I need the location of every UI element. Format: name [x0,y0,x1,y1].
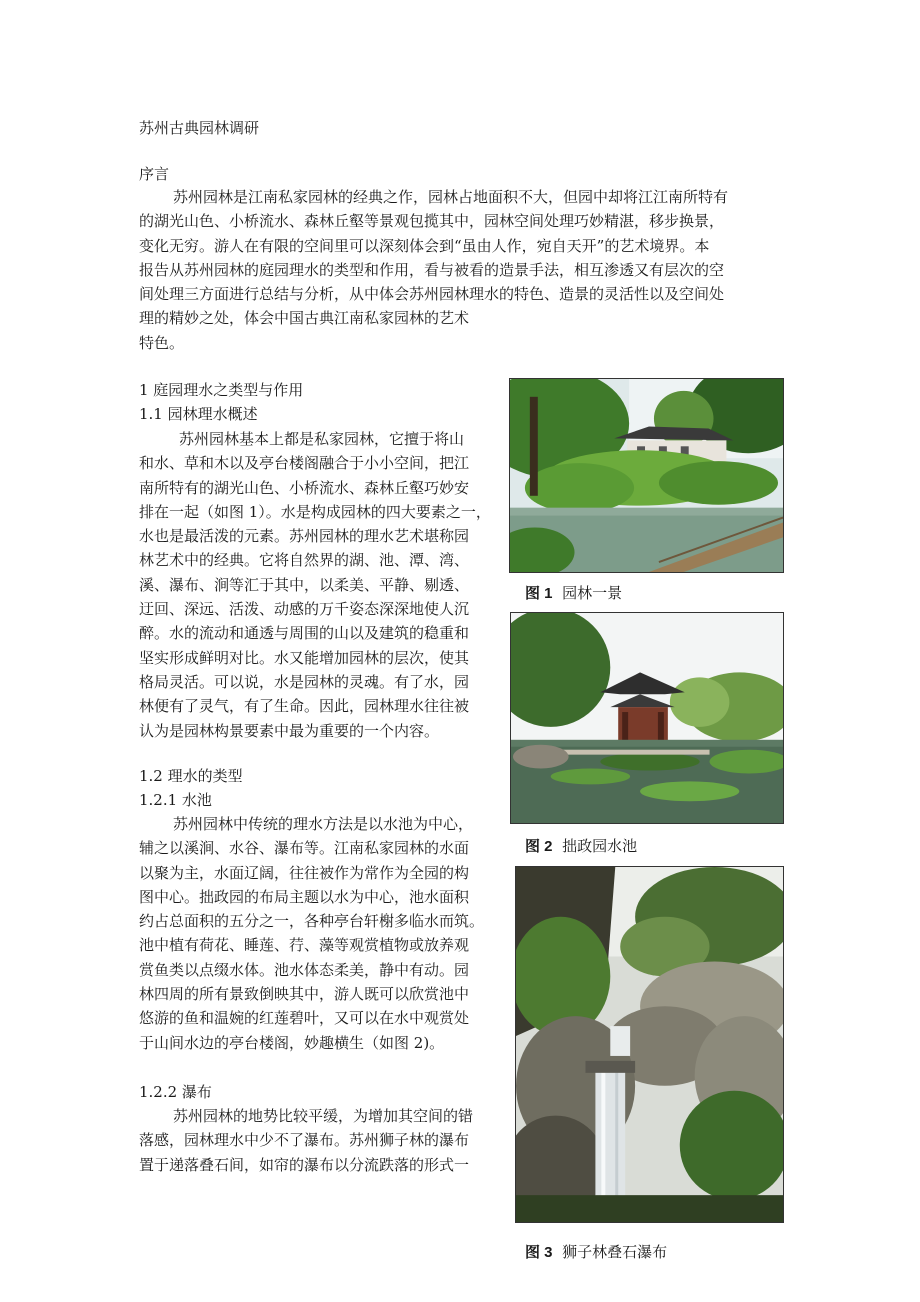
figure-3-caption [525,1242,667,1263]
text-line: 落感，园林理水中少不了瀑布。苏州狮子林的瀑布 [139,1131,470,1150]
pool-paragraph [139,812,509,1055]
text-line: 变化无穷。游人在有限的空间里可以深刻体会到“虽由人作，宛自天开”的艺术境界。本 [139,236,710,255]
text-line: 报告从苏州园林的庭园理水的类型和作用，看与被看的造景手法，相互渗透又有层次的空 [139,260,725,279]
figure-1-caption [525,583,622,604]
text-line: 坚实形成鲜明对比。水又能增加园林的层次，使其 [139,648,470,667]
text-line: 格局灵活。可以说，水是园林的灵魂。有了水，园 [139,672,470,691]
figure-number: 图 3 [525,1244,553,1261]
text-line: 醉。水的流动和通透与周围的山以及建筑的稳重和 [139,624,470,643]
text-line: 和水、草和木以及亭台楼阁融合于小小空间，把江 [139,454,470,473]
text-line: 理的精妙之处，体会中国古典江南私家园林的艺术 [139,309,470,328]
text-line: 辅之以溪涧、水谷、瀑布等。江南私家园林的水面 [139,839,470,858]
text-line: 苏州园林基本上都是私家园林，它擅于将山 [179,430,465,448]
subsection-heading: 1.2 理水的类型 [139,767,243,785]
section-heading: 1 庭园理水之类型与作用 [139,381,304,399]
preface-paragraph [139,185,789,355]
text-line: 悠游的鱼和温婉的红莲碧叶，又可以在水中观赏处 [139,1009,470,1028]
figure-3-photo [515,866,784,1223]
text-line: 特色。 [139,333,185,352]
text-line: 池中植有荷花、睡莲、荇、藻等观赏植物或放养观 [139,936,470,955]
page-title: 苏州古典园林调研 [139,119,260,137]
text-line: 图中心。拙政园的布局主题以水为中心，池水面积 [139,887,470,906]
text-line: 认为是园林构景要素中最为重要的一个内容。 [139,721,440,740]
text-line: 迂回、深远、活泼、动感的万千姿态深深地使人沉 [139,600,470,619]
text-line: 的湖光山色、小桥流水、森林丘壑等景观包揽其中，园林空间处理巧妙精湛，移步换景， [139,212,725,231]
figure-number: 图 1 [525,585,553,602]
text-line: 间处理三方面进行总结与分析，从中体会苏州园林理水的特色、造景的灵活性以及空间处 [139,285,725,304]
text-line: 苏州园林的地势比较平缓，为增加其空间的错 [173,1107,474,1125]
text-line: 以聚为主，水面辽阔，往往被作为常作为全园的构 [139,863,470,882]
text-line: 林四周的所有景致倒映其中，游人既可以欣赏池中 [139,985,470,1004]
text-line: 南所特有的湖光山色、小桥流水、森林丘壑巧妙安 [139,478,470,497]
text-line: 水也是最活泼的元素。苏州园林的理水艺术堪称园 [139,527,470,546]
figure-caption-text: 拙政园水池 [562,837,638,855]
text-line: 置于递落叠石间，如帘的瀑布以分流跌落的形式一 [139,1155,470,1174]
text-line: 苏州园林中传统的理水方法是以水池为中心， [173,815,474,833]
text-line: 林便有了灵气，有了生命。因此，园林理水往往被 [139,697,470,716]
text-line: 溪、瀑布、涧等汇于其中，以柔美、平静、剔透、 [139,575,470,594]
waterfall-paragraph [139,1104,509,1177]
text-line: 苏州园林是江南私家园林的经典之作，园林占地面积不大，但园中却将江江南所特有 [173,188,729,206]
text-line: 于山间水边的亭台楼阁，妙趣横生（如图 2)。 [139,1033,445,1052]
text-line: 赏鱼类以点缀水体。池水体态柔美，静中有动。园 [139,960,470,979]
subsubsection-heading: 1.2.1 水池 [139,791,212,809]
subsubsection-heading: 1.2.2 瀑布 [139,1083,212,1101]
text-line: 排在一起（如图 1）。水是构成园林的四大要素之一， [139,502,491,521]
figure-2-caption [525,836,637,857]
figure-caption-text: 狮子林叠石瀑布 [562,1243,668,1261]
figure-number: 图 2 [525,838,553,855]
figure-2-photo [510,612,784,824]
text-line: 林艺术中的经典。它将自然界的湖、池、潭、湾、 [139,551,470,570]
text-line: 约占总面积的五分之一，各种亭台轩榭多临水而筑。 [139,912,485,931]
subsection-heading: 1.1 园林理水概述 [139,405,258,423]
overview-paragraph [139,427,509,743]
figure-caption-text: 园林一景 [562,584,623,602]
preface-heading: 序言 [139,165,170,183]
figure-1-photo [509,378,784,573]
